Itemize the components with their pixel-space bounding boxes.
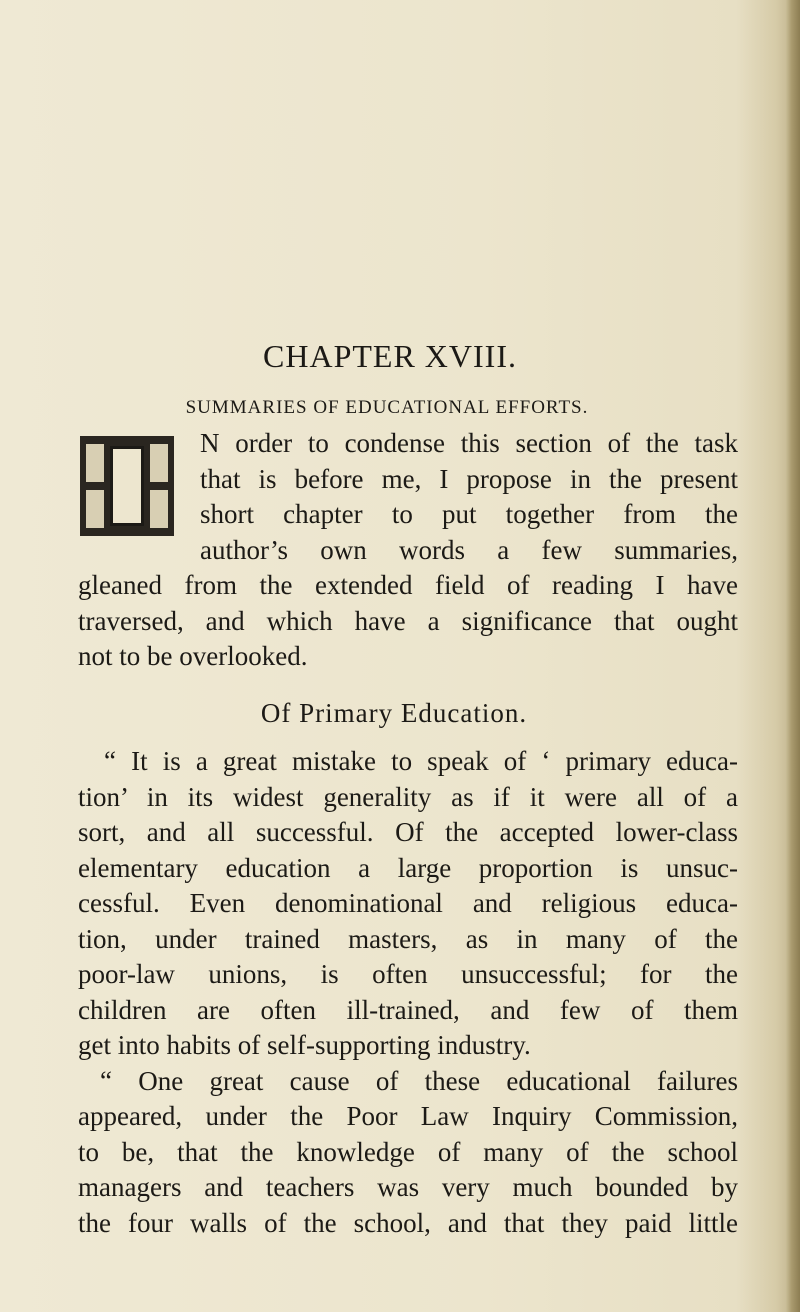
text-line: “ One great cause of these educational failures bbox=[100, 1065, 738, 1096]
text-line: sort, and all successful. Of the accepted lower-class bbox=[78, 817, 738, 847]
text-line: managers and teachers was very much bounded by bbox=[78, 1172, 738, 1202]
text-line: “ It is a great mistake to speak of ‘ primary educa- bbox=[104, 746, 738, 776]
text-line: poor-law unions, is often unsuccessful; for the bbox=[78, 959, 738, 989]
text-line: to be, that the knowledge of many of the school bbox=[78, 1136, 738, 1167]
text-line: N order to condense this section of the task bbox=[200, 428, 738, 458]
text-line: tion’ in its widest generality as if it were all of a bbox=[78, 781, 738, 812]
text-line: traversed, and which have a significance that ought bbox=[78, 605, 738, 636]
text-line: short chapter to put together from the bbox=[200, 499, 738, 529]
primary-education-paragraph bbox=[78, 744, 738, 1241]
text-line: the four walls of the school, and that they paid little bbox=[78, 1207, 738, 1238]
text-line: not to be overlooked. bbox=[78, 641, 308, 671]
failures-paragraph bbox=[78, 1064, 738, 1242]
text-line: gleaned from the extended field of reading I have bbox=[78, 570, 738, 600]
section-title: SUMMARIES OF EDUCATIONAL EFFORTS. bbox=[185, 397, 589, 418]
text-line: elementary education a large proportion is unsuc- bbox=[78, 852, 738, 883]
page-edge bbox=[786, 0, 800, 1312]
subheading: Of Primary Education. bbox=[260, 698, 528, 728]
text-line: get into habits of self-supporting industry. bbox=[78, 1030, 531, 1060]
chapter-title: CHAPTER XVIII. bbox=[263, 338, 517, 374]
text-line: tion, under trained masters, as in many of the bbox=[78, 923, 738, 954]
text-line: that is before me, I propose in the present bbox=[200, 463, 738, 494]
text-line: author’s own words a few summaries, bbox=[200, 534, 738, 565]
text-line: cessful. Even denominational and religious educa- bbox=[78, 888, 738, 918]
intro-paragraph bbox=[78, 426, 738, 675]
text-line: children are often ill-trained, and few of them bbox=[78, 994, 738, 1025]
text-line: appeared, under the Poor Law Inquiry Commission, bbox=[78, 1101, 738, 1131]
